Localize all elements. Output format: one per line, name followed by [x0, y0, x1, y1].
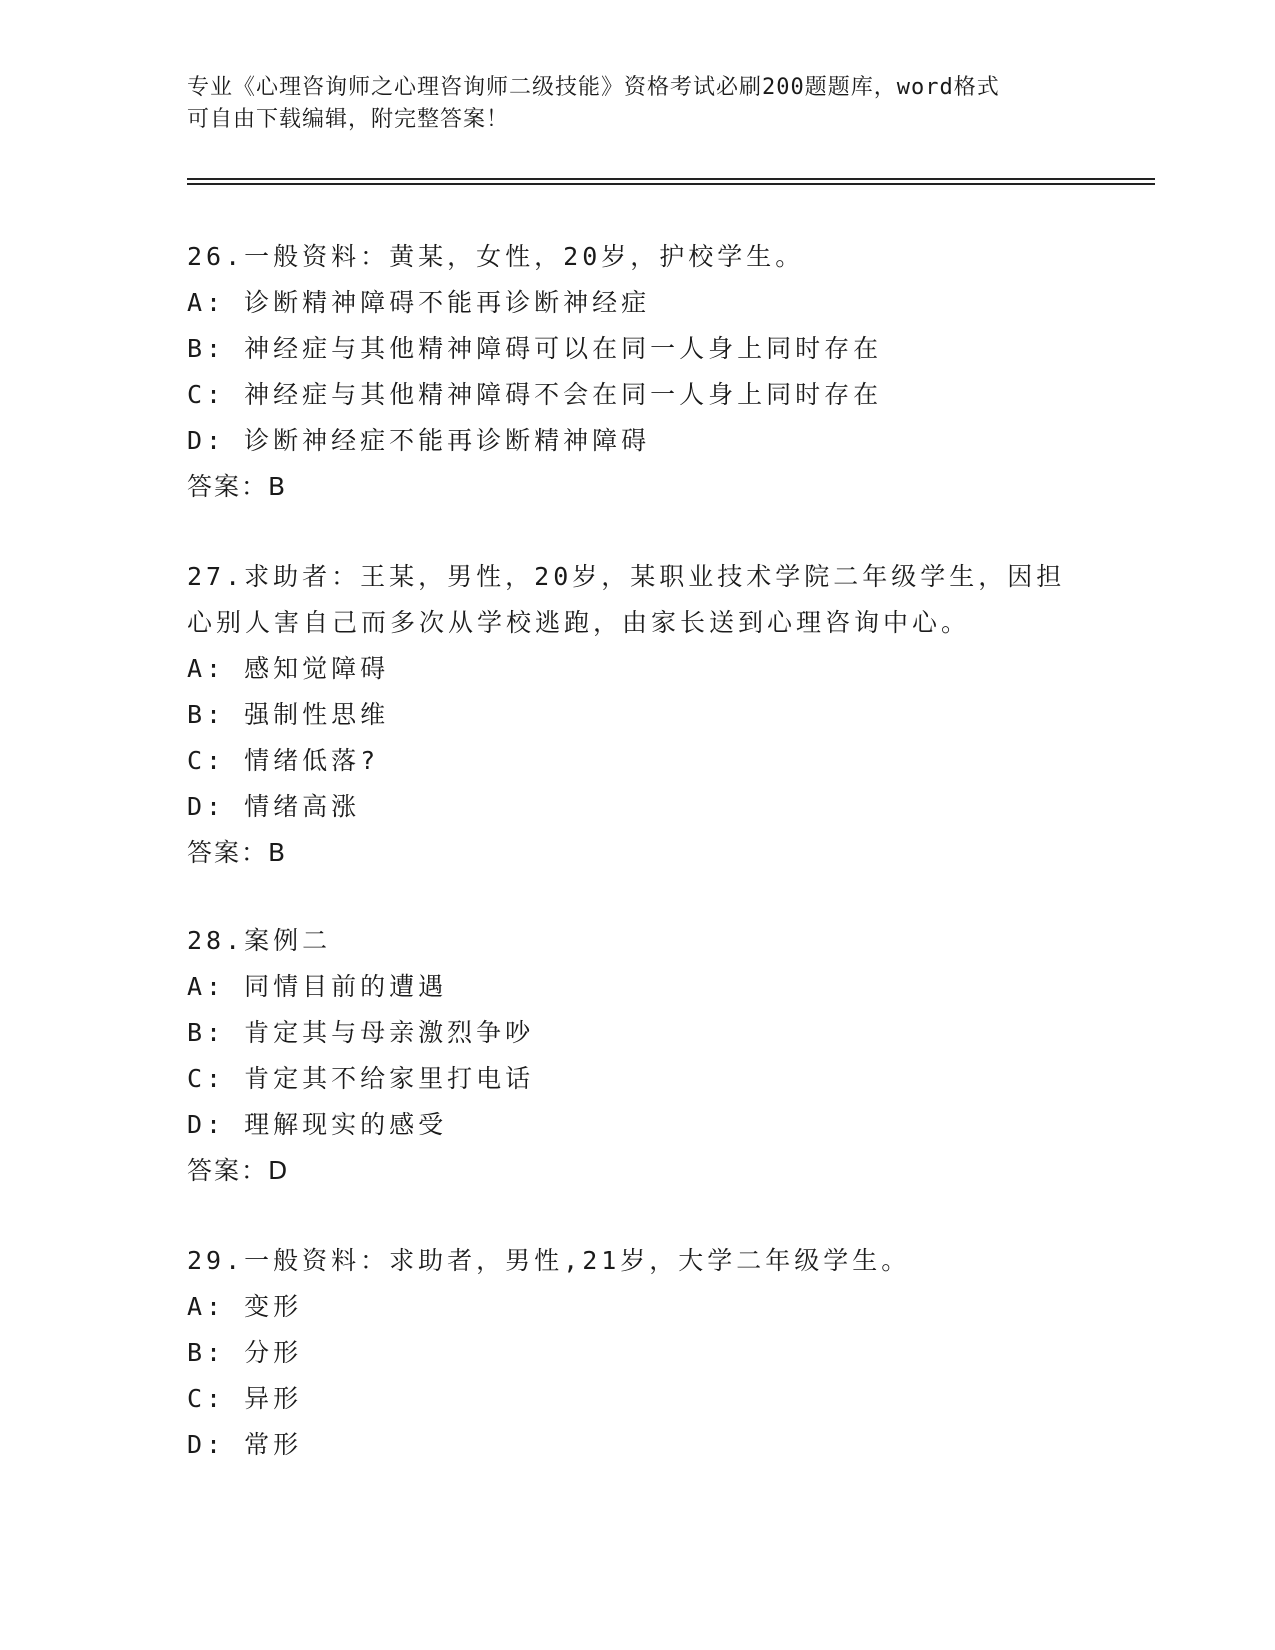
- option-c: C: 神经症与其他精神障碍不会在同一人身上同时存在: [187, 380, 883, 409]
- question-stem: 27.求助者：王某，男性，20岁，某职业技术学院二年级学生，因担心别人害自己而多次从学校逃跑，由家长送到心理咨询中心。: [187, 562, 1066, 637]
- header-line-1: 专业《心理咨询师之心理咨询师二级技能》资格考试必刷200题题库，word格式: [187, 75, 1000, 100]
- question-29: [187, 1238, 1107, 1468]
- option-c: C: 情绪低落?: [187, 746, 380, 775]
- option-d: D: 理解现实的感受: [187, 1110, 448, 1139]
- document-header: [187, 72, 1087, 136]
- question-27: [187, 554, 1107, 876]
- question-stem: 29.一般资料：求助者，男性,21岁，大学二年级学生。: [187, 1246, 911, 1275]
- question-26: [187, 234, 1107, 510]
- answer: 答案：D: [187, 1156, 290, 1185]
- option-c: C: 异形: [187, 1384, 303, 1413]
- option-d: D: 诊断神经症不能再诊断精神障碍: [187, 426, 651, 455]
- option-c: C: 肯定其不给家里打电话: [187, 1064, 535, 1093]
- option-b: B: 神经症与其他精神障碍可以在同一人身上同时存在: [187, 334, 883, 363]
- option-a: A: 感知觉障碍: [187, 654, 390, 683]
- option-a: A: 变形: [187, 1292, 303, 1321]
- option-b: B: 分形: [187, 1338, 303, 1367]
- header-divider-bottom: [187, 183, 1155, 185]
- answer: 答案：B: [187, 838, 288, 867]
- option-a: A: 同情目前的遭遇: [187, 972, 448, 1001]
- option-b: B: 强制性思维: [187, 700, 390, 729]
- question-stem: 26.一般资料：黄某，女性，20岁，护校学生。: [187, 242, 805, 271]
- header-divider-top: [187, 178, 1155, 180]
- question-28: [187, 918, 1107, 1194]
- header-line-2: 可自由下载编辑，附完整答案！: [187, 107, 510, 132]
- option-d: D: 情绪高涨: [187, 792, 361, 821]
- question-stem: 28.案例二: [187, 926, 332, 955]
- option-d: D: 常形: [187, 1430, 303, 1459]
- option-a: A: 诊断精神障碍不能再诊断神经症: [187, 288, 651, 317]
- answer: 答案：B: [187, 472, 288, 501]
- option-b: B: 肯定其与母亲激烈争吵: [187, 1018, 535, 1047]
